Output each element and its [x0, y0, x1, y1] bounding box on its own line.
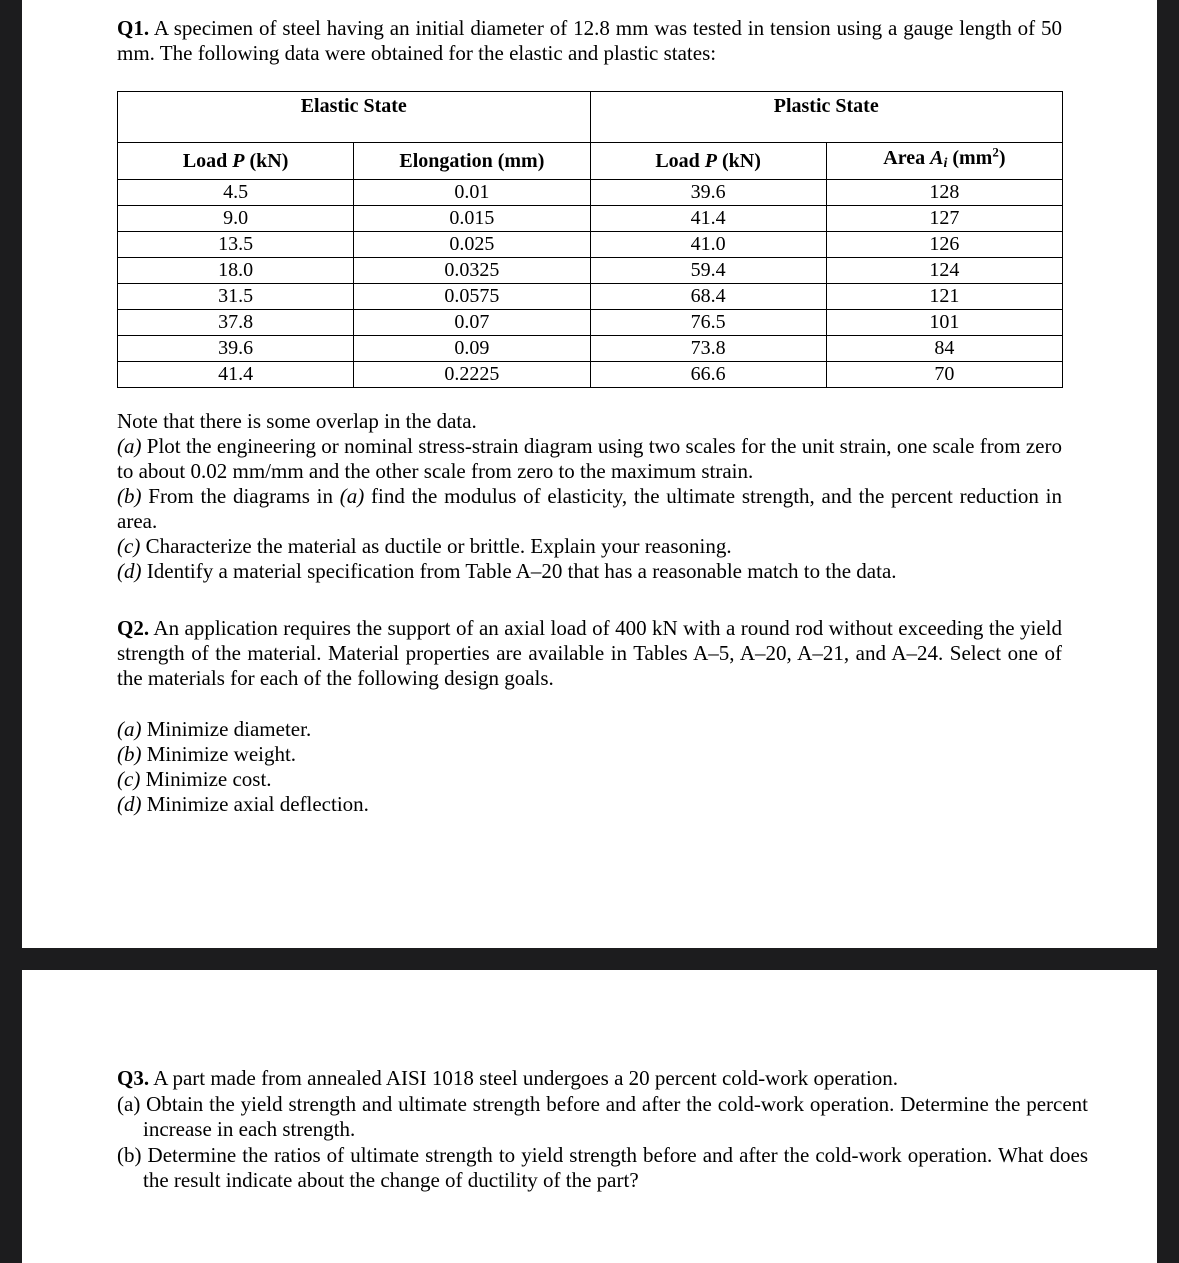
- q1-intro-text: A specimen of steel having an initial diameter of 12.8 mm was tested in tension using a gauge length of 50 mm. The following data were obtained for the elastic and plastic states:: [117, 16, 1063, 65]
- plastic-state-header: Plastic State: [590, 92, 1063, 143]
- document-page-2: [22, 970, 1157, 1263]
- col-elongation: Elongation (mm): [354, 143, 590, 180]
- table-row: 18.0 0.0325 59.4 124: [118, 258, 1063, 284]
- table-row: 4.5 0.01 39.6 128: [118, 180, 1063, 206]
- table-row: 9.0 0.015 41.4 127: [118, 206, 1063, 232]
- q1-note: Note that there is some overlap in the data.: [117, 409, 477, 433]
- col-load-elastic: Load P (kN): [118, 143, 354, 180]
- q2-item-b: (b) Minimize weight.: [117, 742, 297, 766]
- q1-part-d: (d) Identify a material specification from Table A–20 that has a reasonable match to the data.: [117, 559, 897, 583]
- q2-intro: Q2. An application requires the support of an axial load of 400 kN with a round rod without exceeding the yield strength of the material. Material properties are available in Tables A–5, A–20, A–21, and A–24. Select one of the materials for each of the following design goals.: [117, 616, 1062, 690]
- q1-label: Q1.: [117, 16, 150, 40]
- table-row: 39.6 0.09 73.8 84: [118, 336, 1063, 362]
- q1-parts: [117, 409, 1062, 584]
- q3-part-b: (b) Determine the ratios of ultimate strength to yield strength before and after the cold-work operation. What does the result indicate about the change of ductility of the part?: [117, 1143, 1088, 1192]
- elastic-state-header: Elastic State: [118, 92, 591, 143]
- q2-label: Q2.: [117, 616, 150, 640]
- col-area: Area Ai $(mm^2)$: [826, 143, 1062, 180]
- q2-item-a: (a) Minimize diameter.: [117, 717, 312, 741]
- q3-label: Q3.: [117, 1066, 150, 1090]
- document-page-1: [22, 0, 1157, 948]
- q1-intro: [117, 16, 1062, 66]
- q1-part-c: (c) Characterize the material as ductile or brittle. Explain your reasoning.: [117, 534, 732, 558]
- q1-data-table: [117, 91, 1063, 388]
- q2-item-d: (d) Minimize axial deflection.: [117, 792, 369, 816]
- q1-part-b: (b) From the diagrams in (a) find the modulus of elasticity, the ultimate strength, and the percent reduction in area.: [117, 484, 1062, 533]
- table-row: 13.5 0.025 41.0 126: [118, 232, 1063, 258]
- q3-part-a: (a) Obtain the yield strength and ultimate strength before and after the cold-work operation. Determine the percent increase in each strength.: [117, 1092, 1088, 1141]
- q3-intro: Q3. A part made from annealed AISI 1018 steel undergoes a 20 percent cold-work operation.: [117, 1066, 899, 1090]
- table-row: 41.4 0.2225 66.6 70: [118, 362, 1063, 388]
- table-row: 31.5 0.0575 68.4 121: [118, 284, 1063, 310]
- col-load-plastic: Load P (kN): [590, 143, 826, 180]
- table-row: 37.8 0.07 76.5 101: [118, 310, 1063, 336]
- q1-part-a: (a) Plot the engineering or nominal stress-strain diagram using two scales for the unit strain, one scale from zero to about 0.02 mm/mm and the other scale from zero to the maximum strain.: [117, 434, 1062, 483]
- q2-item-c: (c) Minimize cost.: [117, 767, 272, 791]
